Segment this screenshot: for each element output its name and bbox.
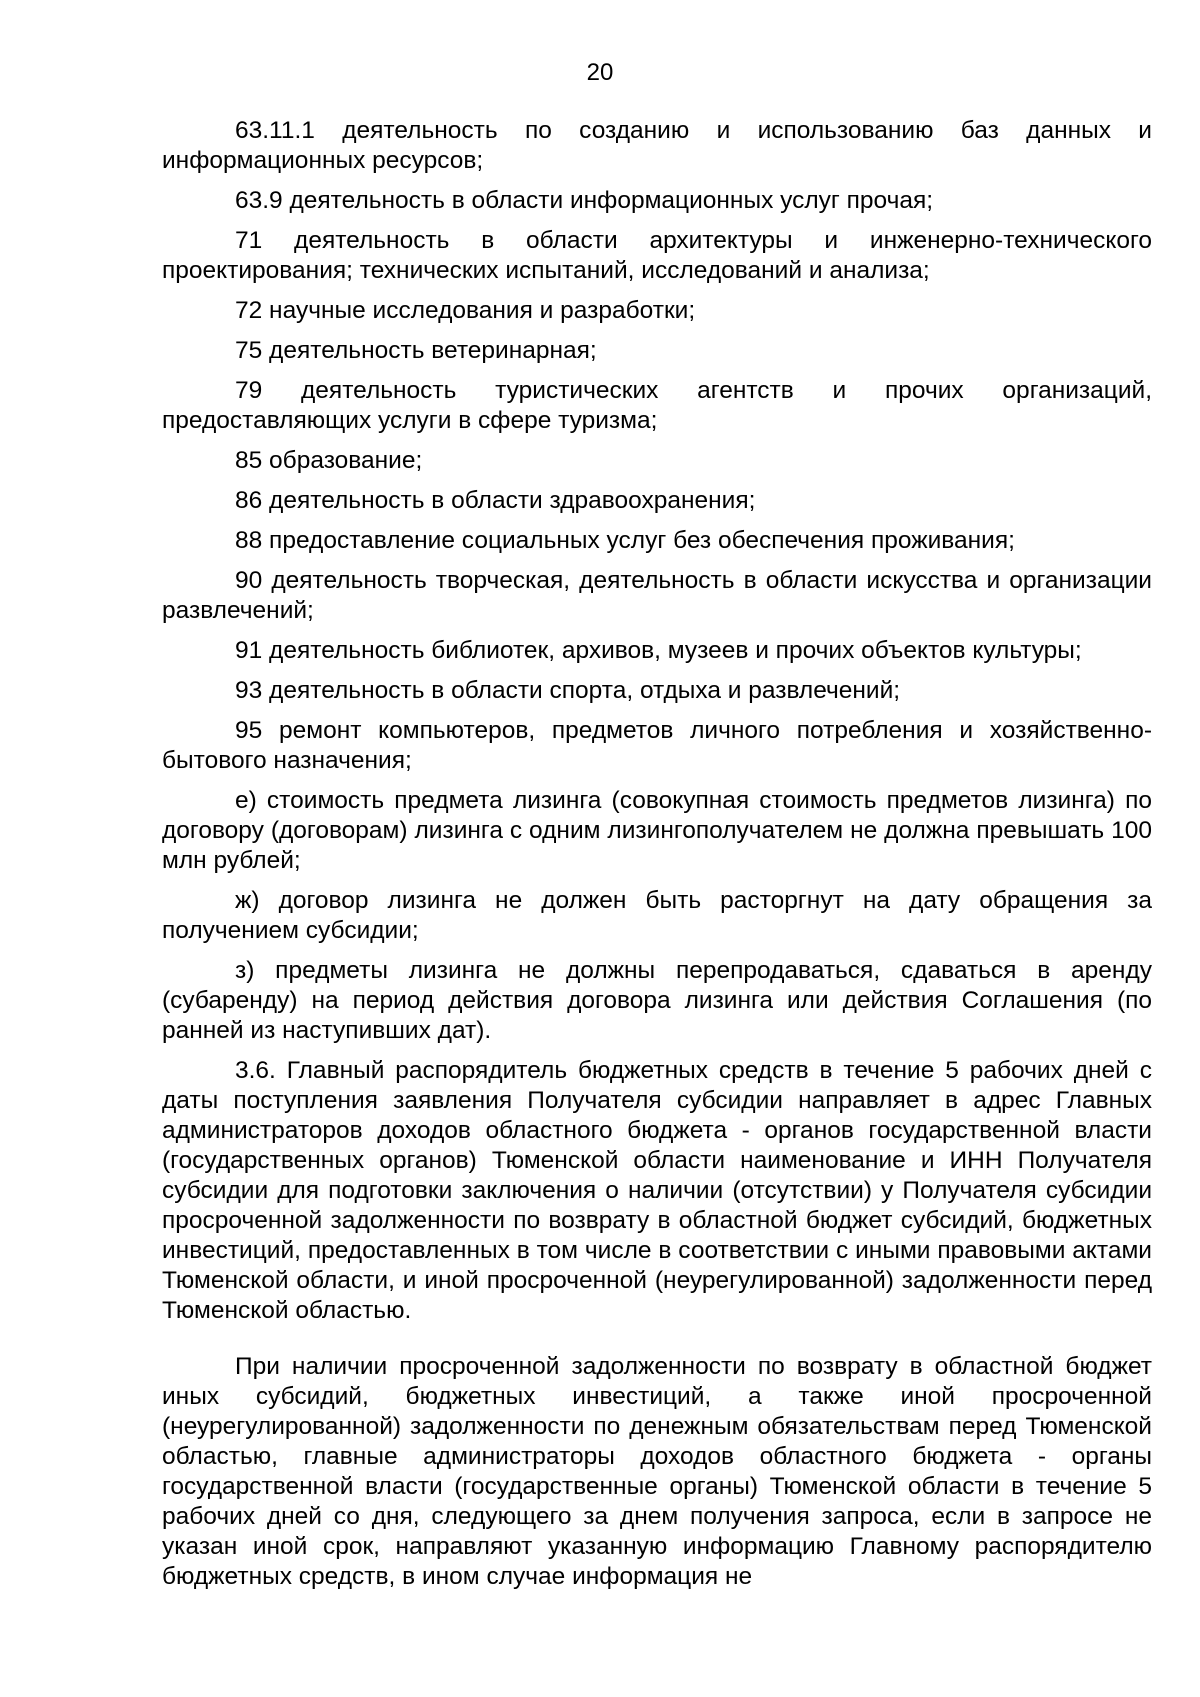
paragraph-91: 91 деятельность библиотек, архивов, музеев и прочих объектов культуры; [235, 637, 1082, 664]
paragraph-71: 71 деятельность в области архитектуры и инженерно-технического проектирования; технических испытаний, исследований и анализа; [162, 227, 1152, 284]
paragraph-90: 90 деятельность творческая, деятельность в области искусства и организации развлечений; [162, 567, 1152, 624]
paragraph-63-9: 63.9 деятельность в области информационных услуг прочая; [235, 187, 934, 214]
paragraph-item-z: з) предметы лизинга не должны перепродаваться, сдаваться в аренду (субаренду) на период действия договора лизинга или действия Соглашения (по ранней из наступивших дат). [162, 957, 1152, 1044]
document-body [162, 116, 1152, 1602]
paragraph-75: 75 деятельность ветеринарная; [235, 337, 597, 364]
paragraph-85: 85 образование; [235, 447, 423, 474]
paragraph-overdue-debt: При наличии просроченной задолженности по возврату в областной бюджет иных субсидий, бюджетных инвестиций, а также иной просроченной (неурегулированной) задолженности по денежным обязательствам перед Тюменской областью, главные администраторы доходов областного бюджета - органы государственной власти (государственные органы) Тюменской области в течение 5 рабочих дней со дня, следующего за днем получения запроса, если в запросе не указан иной срок, направляют указанную информацию Главному распорядителю бюджетных средств, в ином случае информация не [162, 1353, 1152, 1590]
paragraph-86: 86 деятельность в области здравоохранения; [235, 487, 756, 514]
paragraph-72: 72 научные исследования и разработки; [235, 297, 696, 324]
paragraph-item-e: е) стоимость предмета лизинга (совокупная стоимость предметов лизинга) по договору (договорам) лизинга с одним лизингополучателем не должна превышать 100 млн рублей; [162, 787, 1152, 874]
page-number: 20 [586, 59, 614, 86]
paragraph-93: 93 деятельность в области спорта, отдыха и развлечений; [235, 677, 901, 704]
paragraph-88: 88 предоставление социальных услуг без обеспечения проживания; [235, 527, 1015, 554]
paragraph-95: 95 ремонт компьютеров, предметов личного потребления и хозяйственно-бытового назначения; [162, 717, 1152, 774]
paragraph-63-11-1: 63.11.1 деятельность по созданию и использованию баз данных и информационных ресурсов; [162, 117, 1152, 174]
paragraph-item-zh: ж) договор лизинга не должен быть расторгнут на дату обращения за получением субсидии; [162, 887, 1152, 944]
paragraph-section-3-6: 3.6. Главный распорядитель бюджетных средств в течение 5 рабочих дней с даты поступления заявления Получателя субсидии направляет в адрес Главных администраторов доходов областного бюджета - органов государственной власти (государственных органов) Тюменской области наименование и ИНН Получателя субсидии для подготовки заключения о наличии (отсутствии) у Получателя субсидии просроченной задолженности по возврату в областной бюджет субсидий, бюджетных инвестиций, предоставленных в том числе в соответствии с иными правовыми актами Тюменской области, и иной просроченной (неурегулированной) задолженности перед Тюменской областью. [162, 1057, 1152, 1324]
paragraph-79: 79 деятельность туристических агентств и прочих организаций, предоставляющих услуги в сфере туризма; [162, 377, 1152, 434]
